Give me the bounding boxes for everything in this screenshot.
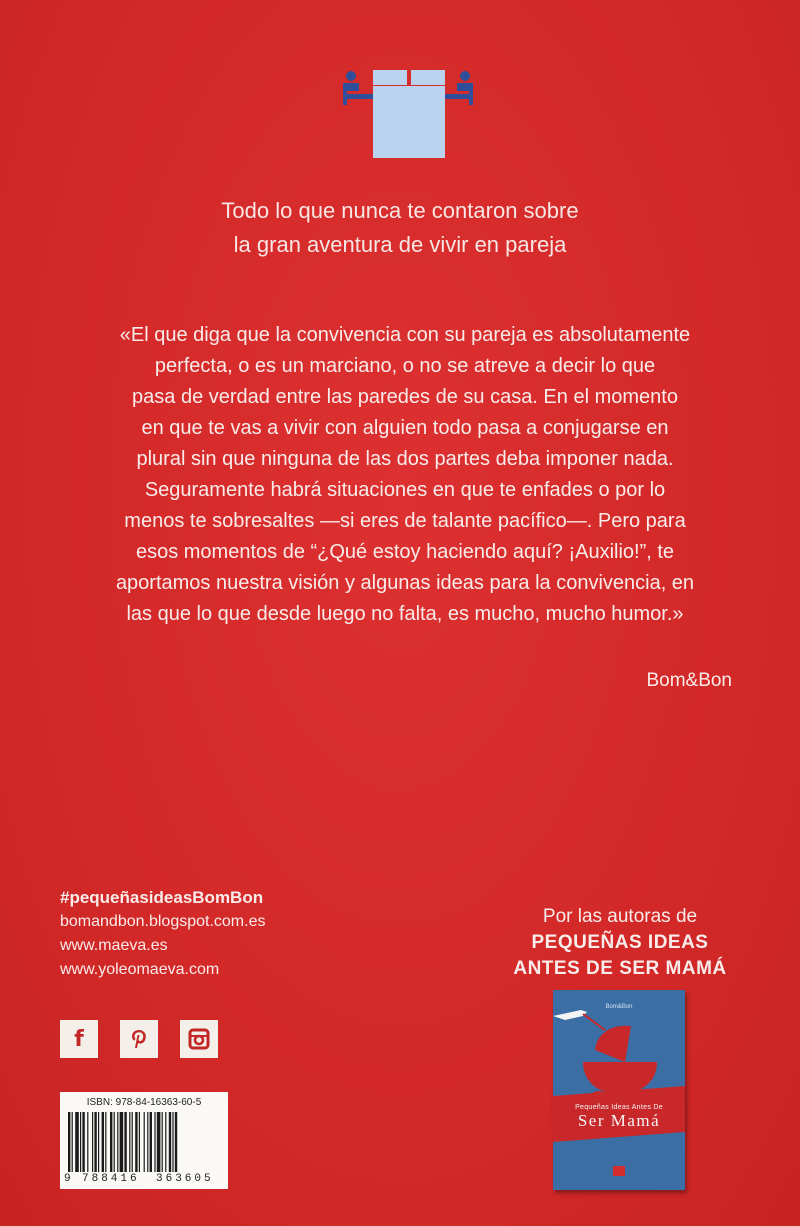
pinterest-glyph: [129, 1027, 149, 1051]
quote-author: Bom&Bon: [646, 670, 732, 691]
barcode-bars: [68, 1112, 220, 1174]
quote-line: perfecta, o es un marciano, o no se atreve a decir lo que: [154, 355, 656, 377]
tagline-line: Todo lo que nunca te contaron sobre: [221, 198, 579, 223]
quote-line: pasa de verdad entre las paredes de su casa. En el momento: [132, 386, 678, 408]
book-title-small: Pequeñas Ideas Antes De: [575, 1104, 663, 1111]
couple-bed-logo-icon: [337, 66, 479, 160]
quote-line: Seguramente habrá situaciones en que te enfades o por lo: [144, 479, 666, 501]
quote-line: esos momentos de “¿Qué estoy haciendo aquí? ¡Auxilio!”, te: [135, 541, 675, 563]
quote-line: «El que diga que la convivencia con su pareja es absolutamente: [119, 324, 691, 346]
book-title-big: Ser Mamá: [577, 1111, 661, 1130]
promo-intro: Por las autoras de: [542, 906, 698, 927]
stroller-illustration-icon: [553, 990, 685, 1190]
barcode-digit-first: 9: [64, 1173, 71, 1185]
link-blog[interactable]: bomandbon.blogspot.com.es: [60, 913, 266, 930]
links-block: [60, 886, 265, 982]
tagline-line: la gran aventura de vivir en pareja: [233, 232, 567, 257]
barcode-digits-right: 363605: [156, 1173, 214, 1185]
book-title: [553, 1104, 685, 1131]
link-maeva[interactable]: www.maeva.es: [60, 937, 168, 954]
isbn-text: ISBN: 978-84-16363-60-5: [86, 1097, 202, 1108]
quote-line: aportamos nuestra visión y algunas ideas para la convivencia, en: [115, 572, 695, 594]
barcode-digits-left: 788416: [82, 1173, 140, 1185]
hashtag: #pequeñasideasBomBon: [60, 888, 264, 907]
social-icons: [60, 1020, 218, 1058]
quote-line: menos te sobresaltes —si eres de talante pacífico—. Pero para: [124, 510, 686, 532]
facebook-icon[interactable]: [60, 1020, 98, 1058]
facebook-glyph: f: [74, 1026, 84, 1052]
isbn-barcode: [60, 1092, 228, 1189]
instagram-glyph: [188, 1028, 210, 1050]
promo-title-line2: ANTES DE SER MAMÁ: [513, 958, 727, 979]
promo-block: [500, 903, 740, 982]
publisher-logo-icon: [613, 1166, 625, 1176]
link-yoleomaeva[interactable]: www.yoleomaeva.com: [60, 961, 220, 978]
pinterest-icon[interactable]: [120, 1020, 158, 1058]
quote-line: en que te vas a vivir con alguien todo pasa a conjugarse en: [141, 417, 669, 439]
blurb-quote: [60, 320, 750, 630]
quote-line: plural sin que ninguna de las dos partes deba imponer nada.: [136, 448, 674, 470]
promo-title-line1: PEQUEÑAS IDEAS: [531, 932, 709, 953]
book-author: Bom&Bon: [605, 1004, 633, 1010]
instagram-icon[interactable]: [180, 1020, 218, 1058]
quote-line: las que lo que desde luego no falta, es mucho, mucho humor.»: [126, 603, 684, 625]
related-book-cover[interactable]: [553, 990, 685, 1190]
tagline: [0, 194, 800, 262]
